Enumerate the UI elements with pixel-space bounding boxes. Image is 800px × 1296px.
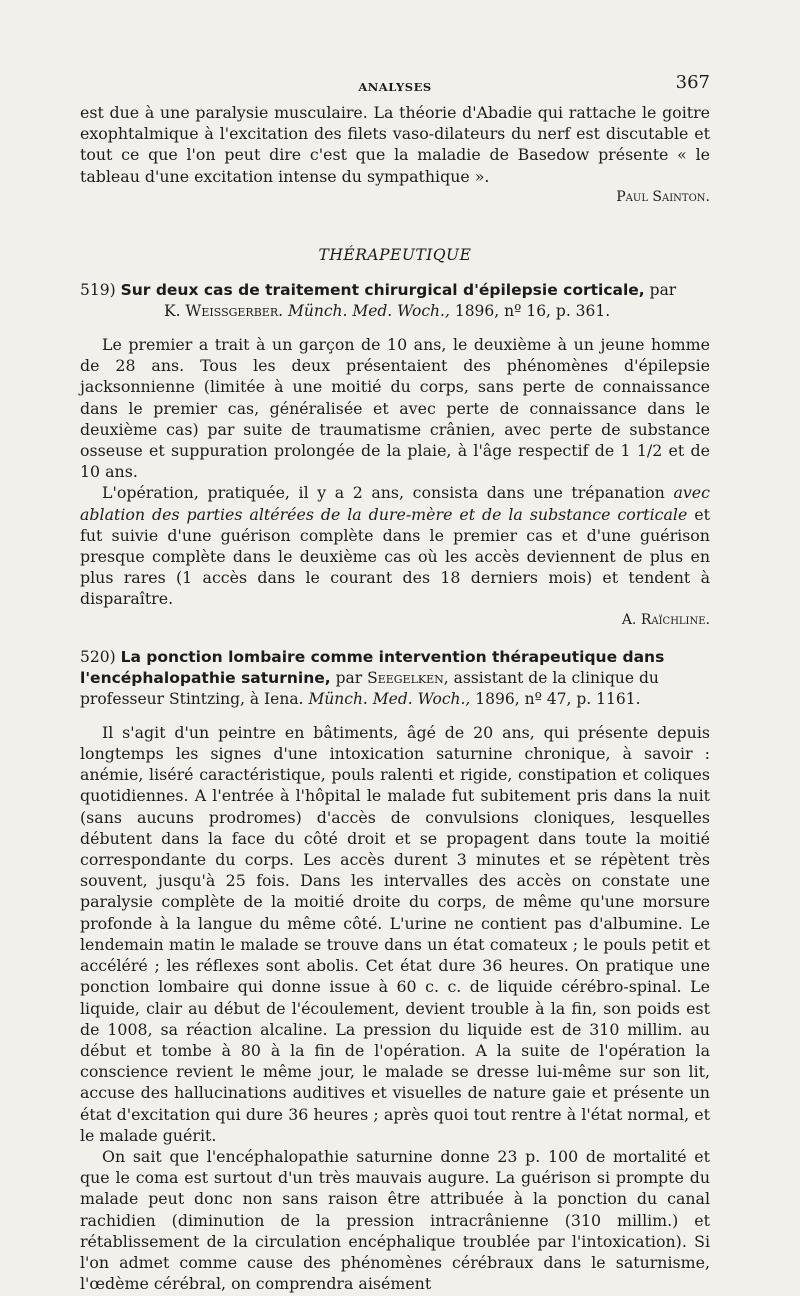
article-520-heading (80, 647, 710, 710)
article-520-title: La ponction lombaire comme intervention thérapeutique dans l'encéphalopathie saturnine, (80, 647, 665, 687)
section-title: THÉRAPEUTIQUE (318, 246, 472, 265)
running-header (80, 72, 710, 102)
article-519-ref: 1896, nº 16, p. 361. (454, 302, 611, 321)
article-519-paragraph-2 (80, 482, 710, 630)
article-520-paragraph-2: On sait que l'encéphalopathie saturnine donne 23 p. 100 de mortalité et que le coma est surtout d'un très mauvais augure. La guérison si prompte du malade peut donc non sans raison être attribuée à la ponction du canal rachidien (diminution de la pression intracrânienne (310 millim.) et rétablissement de la circulation encéphalique troublée par l'intoxication). Si l'on admet comme cause des phénomènes cérébraux dans le saturnisme, l'œdème cérébral, on comprendra aisément (80, 1146, 710, 1294)
article-519-author: K. Weissgerber. (164, 302, 284, 321)
article-520-by: par (335, 668, 363, 687)
article-519-title: Sur deux cas de traitement chirurgical d'épilepsie corticale, (120, 281, 645, 300)
intro-signature: Paul Sainton. (616, 188, 710, 205)
article-519-signature: A. Raïchline. (621, 611, 710, 628)
article-520-affiliation: assistant de la clinique du professeur Stintzing, à Iena. (80, 668, 659, 708)
intro-paragraph (80, 102, 710, 208)
article-519-journal: Münch. Med. Woch., (287, 302, 450, 321)
article-519-by: par (649, 281, 677, 300)
page-number: 367 (675, 72, 710, 93)
article-520-journal: Münch. Med. Woch., (308, 689, 471, 708)
article-519-heading (80, 280, 710, 322)
article-519-number: 519) (80, 281, 116, 300)
article-520-number: 520) (80, 647, 116, 666)
article-520-ref: 1896, nº 47, p. 1161. (475, 689, 641, 708)
article-520-author: Seegelken, (367, 668, 449, 687)
article-519-p2-start: L'opération, pratiquée, il y a 2 ans, consista dans une trépanation (102, 483, 665, 503)
article-519-paragraph-1: Le premier a trait à un garçon de 10 ans, le deuxième à un jeune homme de 28 ans. Tous les deux présentaient des phénomènes d'épilepsie jacksonnienne (limitée à une moitié du corps, sans perte de connaissance dans le premier cas, généralisée et avec perte de connaissance dans le deuxième cas) par suite de traumatisme crânien, avec perte de substance osseuse et suppuration prolongée de la plaie, à l'âge respectif de 1 1/2 et de 10 ans. (80, 335, 710, 482)
article-519-p2-italic: avec ablation des parties altérées de la dure-mère et de la substance corticale (80, 483, 710, 524)
page (80, 72, 710, 1294)
article-519-p2-end: et fut suivie d'une guérison complète dans le premier cas et d'une guérison presque complète dans le deuxième cas où les accès deviennent de plus en plus rares (1 accès dans le courant des 18 derniers mois) et tendent à disparaître. (80, 504, 710, 609)
article-519-citation (80, 302, 610, 320)
running-title: ANALYSES (358, 80, 432, 94)
intro-text: est due à une paralysie musculaire. La théorie d'Abadie qui rattache le goitre exophtalmique à l'excitation des filets vaso-dilateurs du nerf est discutable et tout ce que l'on peut dire c'est que la maladie de Basedow présente « le tableau d'une excitation intense du sympathique ». (80, 103, 710, 186)
article-520-paragraph-1: Il s'agit d'un peintre en bâtiments, âgé de 20 ans, qui présente depuis longtemps les signes d'une intoxication saturnine chronique, à savoir : anémie, liséré caractéristique, pouls ralenti et rigide, constipation et coliques quotidiennes. A l'entrée à l'hôpital le malade fut subitement pris dans la nuit (sans aucuns prodromes) d'accès de convulsions cloniques, lesquelles débutent dans la face du côté droit et se propagent dans toute la moitié correspondante du corps. Les accès durent 3 minutes et se répètent très souvent, jusqu'à 25 fois. Dans les intervalles des accès on constate une paralysie complète de la moitié droite du corps, de même qu'une morsure profonde à la langue du même côté. L'urine ne contient pas d'albumine. Le lendemain matin le malade se trouve dans un état comateux ; le pouls petit et accéléré ; les réflexes sont abolis. Cet état dure 36 heures. On pratique une ponction lombaire qui donne issue à 60 c. c. de liquide cérébro-spinal. Le liquide, clair au début de l'écoulement, devient trouble à la fin, son poids est de 1008, sa réaction alcaline. La pression du liquide est de 310 millim. au début et tombe à 80 à la fin de l'opération. A la suite de l'opération la conscience revient le même jour, le malade se dresse lui-même sur son lit, accuse des hallucinations auditives et visuelles de nature gaie et présente un état d'excitation qui dure 36 heures ; après quoi tout rentre à l'état normal, et le malade guérit. (80, 722, 710, 1145)
